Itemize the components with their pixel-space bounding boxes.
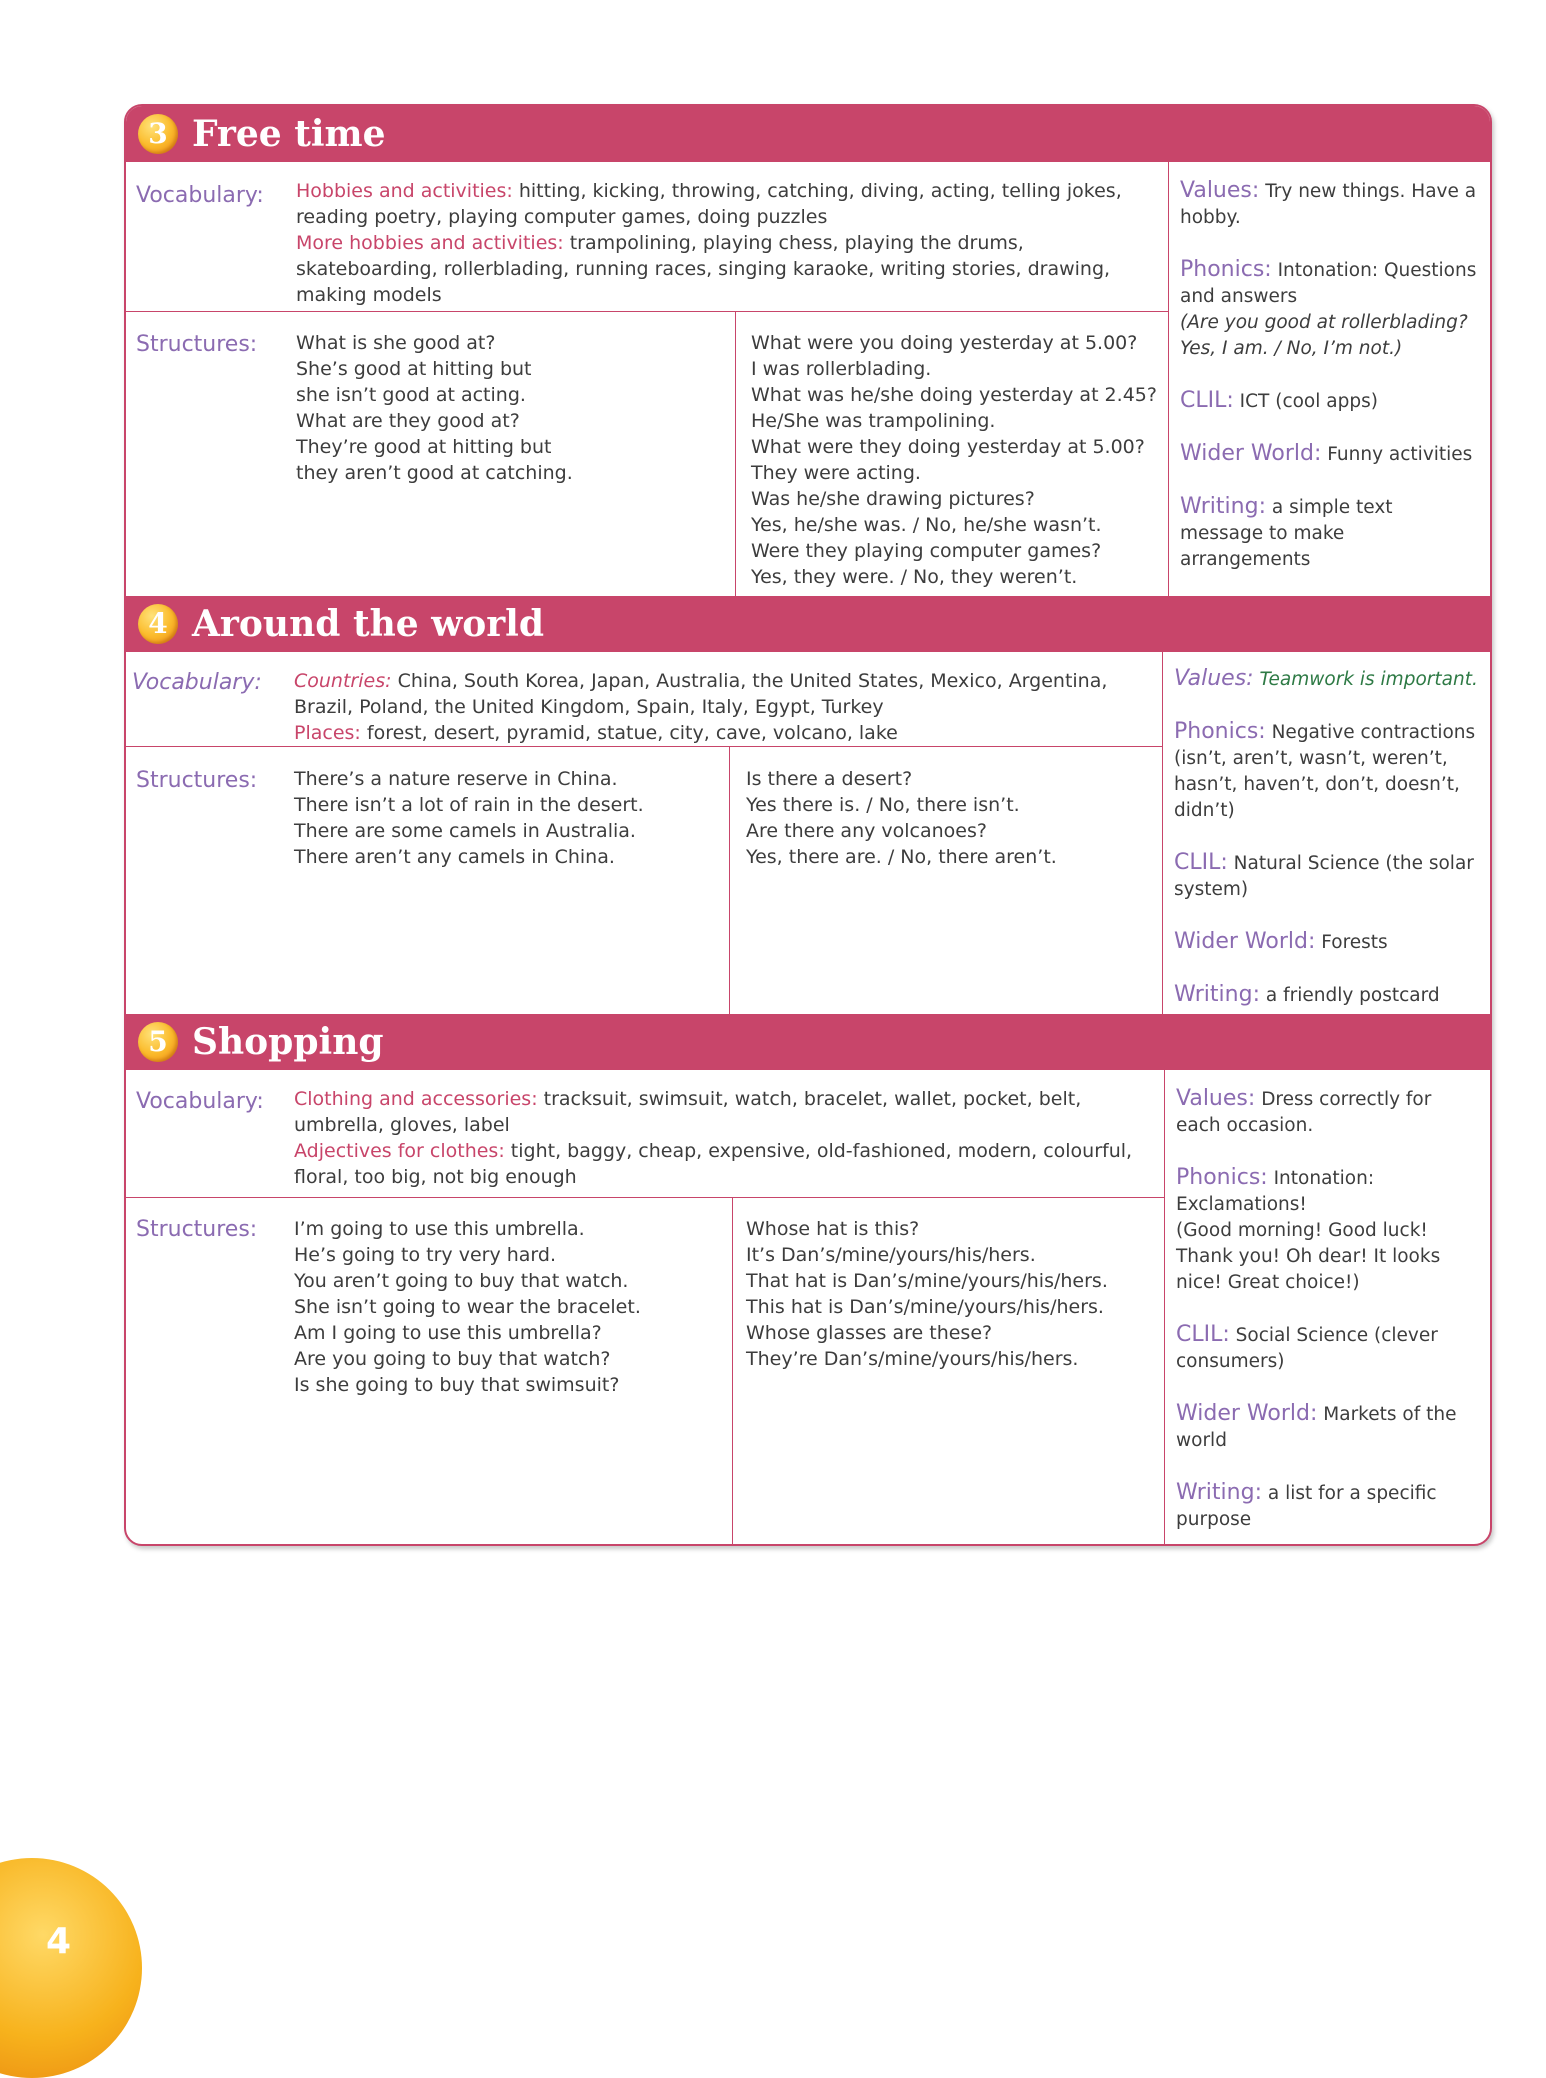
wider-world-text: Funny activities — [1327, 444, 1473, 465]
vocabulary-text — [294, 668, 1154, 746]
values-label: Values: — [1176, 1086, 1256, 1111]
structures-left — [294, 766, 644, 870]
unit-4-section — [126, 596, 1490, 1014]
structure-line: Am I going to use this umbrella? — [294, 1322, 602, 1344]
structure-line: Were they playing computer games? — [751, 540, 1102, 562]
structure-line: Is she going to buy that swimsuit? — [294, 1374, 620, 1396]
values-text: Dress correctly for each occasion. — [1176, 1089, 1432, 1136]
vocabulary-label: Vocabulary: — [132, 670, 262, 695]
divider — [1168, 162, 1169, 596]
vocab-words: China, South Korea, Japan, Australia, the United States, Mexico, Argentina, Brazil, Poland, the United Kingdom, Spain, Italy, Egypt, Turkey — [294, 670, 1108, 718]
structure-line: He’s going to try very hard. — [294, 1244, 557, 1266]
values-label: Values: — [1174, 666, 1254, 691]
structure-line: They’re good at hitting but — [296, 436, 552, 458]
structure-line: She isn’t going to wear the bracelet. — [294, 1296, 641, 1318]
structure-line: You aren’t going to buy that watch. — [294, 1270, 629, 1292]
values-label: Values: — [1180, 178, 1260, 203]
divider — [126, 1197, 1164, 1198]
writing-label: Writing: — [1174, 982, 1260, 1007]
structure-line: There isn’t a lot of rain in the desert. — [294, 794, 644, 816]
divider — [1162, 652, 1163, 1014]
vocabulary-label: Vocabulary: — [136, 183, 264, 208]
vocab-words: trampolining, playing chess, playing the drums, skateboarding, rollerblading, running races, singing karaoke, writing stories, drawing, making models — [296, 232, 1111, 306]
vocab-words: tracksuit, swimsuit, watch, bracelet, wallet, pocket, belt, umbrella, gloves, label — [294, 1088, 1082, 1136]
unit-number-badge: 4 — [138, 604, 178, 644]
unit-title: Around the world — [192, 603, 545, 645]
unit-5-section — [126, 1014, 1490, 1544]
structure-line: He/She was trampolining. — [751, 410, 996, 432]
vocab-keyword: More hobbies and activities: — [296, 232, 564, 254]
vocab-keyword: Countries: — [294, 670, 392, 692]
structure-line: There aren’t any camels in China. — [294, 846, 615, 868]
structure-line: What are they good at? — [296, 410, 520, 432]
structure-line: That hat is Dan’s/mine/yours/his/hers. — [746, 1270, 1108, 1292]
unit-number-badge: 3 — [138, 114, 178, 154]
clil-text: ICT (cool apps) — [1239, 391, 1378, 412]
phonics-example: (Are you good at rollerblading? Yes, I am. / No, I’m not.) — [1180, 312, 1468, 359]
structure-line: they aren’t good at catching. — [296, 462, 573, 484]
structures-left — [296, 330, 573, 486]
phonics-text: Intonation: Questions and answers — [1180, 260, 1477, 307]
unit-sidebar — [1180, 178, 1480, 573]
divider — [729, 746, 730, 1014]
structures-right — [746, 1216, 1108, 1372]
unit-header — [126, 596, 1490, 652]
writing-item — [1180, 494, 1480, 573]
page-number-circle — [0, 1858, 142, 2078]
values-text: Try new things. Have a hobby. — [1180, 181, 1477, 228]
phonics-item — [1176, 1165, 1480, 1296]
writing-text: a simple text message to make arrangements — [1180, 497, 1393, 570]
wider-world-label: Wider World: — [1174, 929, 1316, 954]
structure-line: Are you going to buy that watch? — [294, 1348, 611, 1370]
vocabulary-text — [294, 1086, 1154, 1190]
structure-line: They’re Dan’s/mine/yours/his/hers. — [746, 1348, 1079, 1370]
clil-text: Natural Science (the solar system) — [1174, 853, 1474, 900]
structure-line: she isn’t good at acting. — [296, 384, 526, 406]
phonics-example: (isn’t, aren’t, wasn’t, weren’t, hasn’t, haven’t, don’t, doesn’t, didn’t) — [1174, 748, 1460, 821]
writing-label: Writing: — [1180, 494, 1266, 519]
structure-line: Is there a desert? — [746, 768, 913, 790]
structure-line: Yes, there are. / No, there aren’t. — [746, 846, 1057, 868]
wider-world-text: Forests — [1321, 932, 1388, 953]
wider-world-label: Wider World: — [1176, 1401, 1318, 1426]
divider — [732, 1197, 733, 1544]
unit-sidebar — [1176, 1086, 1480, 1533]
wider-world-text: Markets of the world — [1176, 1404, 1457, 1451]
unit-number-badge: 5 — [138, 1022, 178, 1062]
structures-label: Structures: — [136, 768, 258, 793]
writing-text: a list for a specific purpose — [1176, 1483, 1437, 1530]
page-number: 4 — [46, 1921, 72, 1962]
structures-label: Structures: — [136, 1217, 258, 1242]
wider-world-item — [1174, 929, 1480, 956]
wider-world-item — [1180, 441, 1480, 468]
vocabulary-text — [296, 178, 1156, 308]
structure-line: Was he/she drawing pictures? — [751, 488, 1035, 510]
structure-line: What were they doing yesterday at 5.00? — [751, 436, 1145, 458]
phonics-label: Phonics: — [1180, 257, 1272, 282]
vocab-words: forest, desert, pyramid, statue, city, cave, volcano, lake — [366, 722, 898, 744]
structure-line: There’s a nature reserve in China. — [294, 768, 618, 790]
structure-line: What is she good at? — [296, 332, 496, 354]
phonics-text: Negative contractions — [1271, 722, 1476, 743]
unit-title: Shopping — [192, 1021, 384, 1063]
unit-sidebar — [1174, 666, 1480, 1009]
writing-label: Writing: — [1176, 1480, 1262, 1505]
writing-text: a friendly postcard — [1265, 985, 1440, 1006]
unit-title: Free time — [192, 113, 386, 155]
unit-3-section — [126, 106, 1490, 596]
writing-item — [1176, 1480, 1480, 1533]
values-item — [1180, 178, 1480, 231]
structure-line: It’s Dan’s/mine/yours/his/hers. — [746, 1244, 1036, 1266]
structure-line: They were acting. — [751, 462, 921, 484]
wider-world-label: Wider World: — [1180, 441, 1322, 466]
structure-line: What was he/she doing yesterday at 2.45? — [751, 384, 1157, 406]
phonics-label: Phonics: — [1176, 1165, 1268, 1190]
structure-line: Yes, he/she was. / No, he/she wasn’t. — [751, 514, 1102, 536]
values-item — [1176, 1086, 1480, 1139]
structure-line: This hat is Dan’s/mine/yours/his/hers. — [746, 1296, 1104, 1318]
vocab-keyword: Places: — [294, 722, 361, 744]
structure-line: Yes there is. / No, there isn’t. — [746, 794, 1020, 816]
divider — [1164, 1070, 1165, 1544]
clil-text: Social Science (clever consumers) — [1176, 1325, 1438, 1372]
structure-line: Yes, they were. / No, they weren’t. — [751, 566, 1078, 588]
structures-label: Structures: — [136, 332, 258, 357]
phonics-example: (Good morning! Good luck! Thank you! Oh dear! It looks nice! Great choice!) — [1176, 1220, 1441, 1293]
unit-header — [126, 106, 1490, 162]
phonics-item — [1174, 719, 1480, 824]
writing-item — [1174, 982, 1480, 1009]
structure-line: I was rollerblading. — [751, 358, 932, 380]
vocab-words: tight, baggy, cheap, expensive, old-fashioned, modern, colourful, floral, too big, not big enough — [294, 1140, 1133, 1188]
structures-right — [751, 330, 1157, 590]
phonics-label: Phonics: — [1174, 719, 1266, 744]
syllabus-panel — [124, 104, 1492, 1546]
phonics-text: Intonation: Exclamations! — [1176, 1168, 1375, 1215]
vocabulary-label: Vocabulary: — [136, 1089, 264, 1114]
phonics-item — [1180, 257, 1480, 362]
wider-world-item — [1176, 1401, 1480, 1454]
vocab-keyword: Clothing and accessories: — [294, 1088, 538, 1110]
divider — [126, 746, 1162, 747]
vocab-words: hitting, kicking, throwing, catching, diving, acting, telling jokes, reading poetry, playing computer games, doing puzzles — [296, 180, 1122, 228]
structure-line: Whose glasses are these? — [746, 1322, 993, 1344]
unit-header — [126, 1014, 1490, 1070]
clil-item — [1174, 850, 1480, 903]
structure-line: Are there any volcanoes? — [746, 820, 987, 842]
structure-line: Whose hat is this? — [746, 1218, 920, 1240]
clil-item — [1176, 1322, 1480, 1375]
clil-label: CLIL: — [1174, 850, 1228, 875]
structures-left — [294, 1216, 641, 1398]
clil-item — [1180, 388, 1480, 415]
structure-line: There are some camels in Australia. — [294, 820, 636, 842]
structure-line: I’m going to use this umbrella. — [294, 1218, 585, 1240]
clil-label: CLIL: — [1180, 388, 1234, 413]
values-text: Teamwork is important. — [1259, 669, 1478, 690]
values-item — [1174, 666, 1480, 693]
vocab-keyword: Adjectives for clothes: — [294, 1140, 505, 1162]
structure-line: She’s good at hitting but — [296, 358, 532, 380]
divider — [126, 311, 1168, 312]
clil-label: CLIL: — [1176, 1322, 1230, 1347]
divider — [735, 311, 736, 596]
structure-line: What were you doing yesterday at 5.00? — [751, 332, 1138, 354]
vocab-keyword: Hobbies and activities: — [296, 180, 513, 202]
structures-right — [746, 766, 1057, 870]
